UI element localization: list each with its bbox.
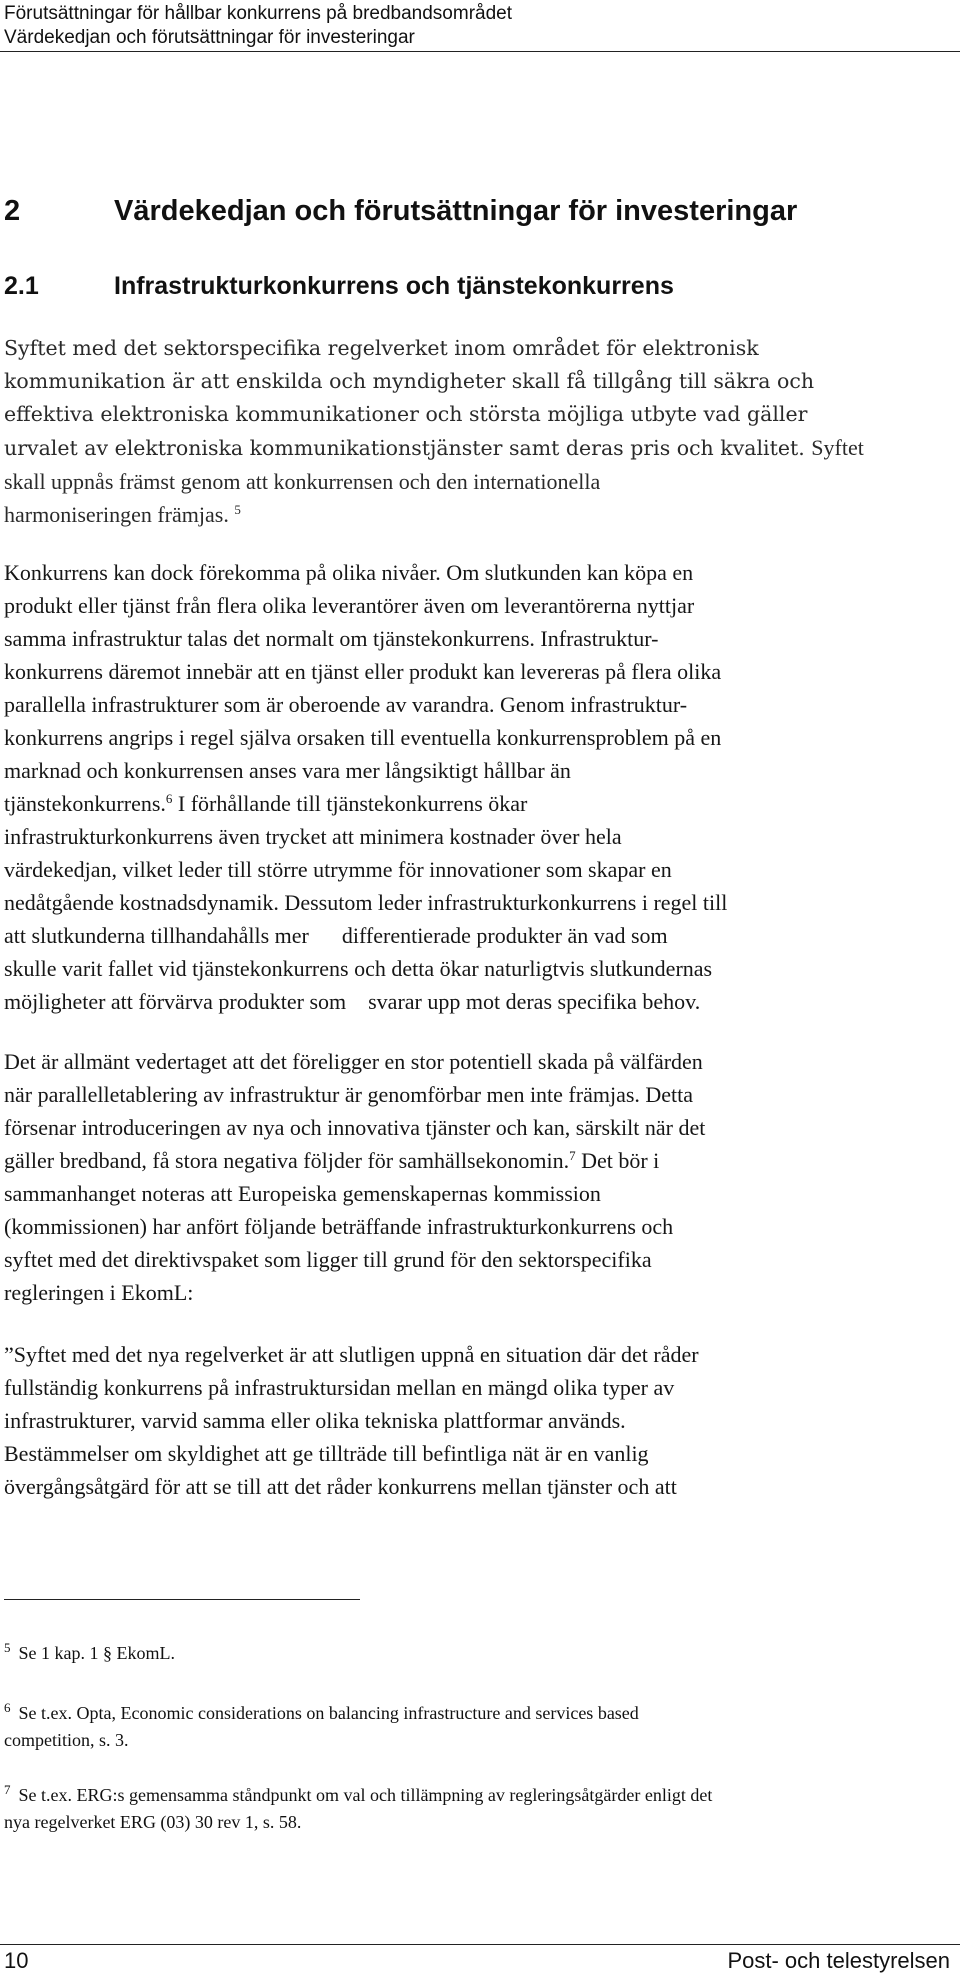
- text-line: när parallelletablering av infrastruktur är genomförbar men inte främjas. Detta: [4, 1082, 694, 1107]
- section-heading: [4, 193, 797, 229]
- text-line: gäller bredband, få stora negativa följder för samhällsekonomin.$^7$ Det bör i: [4, 1148, 660, 1173]
- footnote-text: Se 1 kap. 1 § EkomL.: [18, 1643, 175, 1663]
- document-title: Förutsättningar för hållbar konkurrens på bredbandsområdet: [4, 3, 513, 24]
- footnote-text: Se t.ex. ERG:s gemensamma ståndpunkt om val och tillämpning av regleringsåtgärder enligt det: [18, 1785, 713, 1805]
- paragraph-2: [4, 556, 954, 1018]
- text-line: Det är allmänt vedertaget att det föreligger en stor potentiell skada på välfärden: [4, 1049, 703, 1074]
- section-number: 2: [4, 195, 21, 227]
- text-line: Konkurrens kan dock förekomma på olika nivåer. Om slutkunden kan köpa en: [4, 560, 694, 585]
- text-line: syftet med det direktivspaket som ligger till grund för den sektorspecifika: [4, 1247, 652, 1272]
- text-line: skulle varit fallet vid tjänstekonkurrens och detta ökar naturligtvis slutkundernas: [4, 956, 713, 981]
- footnote-reference[interactable]: 7: [569, 1148, 576, 1163]
- text-line: tjänstekonkurrens.$^6$ I förhållande till tjänstekonkurrens ökar: [4, 791, 528, 816]
- running-header: [4, 2, 956, 50]
- subsection-title: Infrastrukturkonkurrens och tjänstekonkurrens: [114, 272, 674, 300]
- publisher-name: Post- och telestyrelsen: [727, 1948, 950, 1973]
- footnote-reference[interactable]: 6: [165, 791, 173, 806]
- text-line: övergångsåtgärd för att se till att det råder konkurrens mellan tjänster och att: [4, 1474, 677, 1499]
- footnote-text: Se t.ex. Opta, Economic considerations on balancing infrastructure and services based: [18, 1703, 639, 1723]
- text-line: skall uppnås främst genom att konkurrensen och den internationella: [4, 469, 601, 494]
- text-line: samma infrastruktur talas det normalt om tjänstekonkurrens. Infrastruktur-: [4, 626, 659, 651]
- footnote-6: [4, 1700, 954, 1754]
- footnote-number: 7: [4, 1782, 11, 1797]
- text-line: konkurrens däremot innebär att en tjänst eller produkt kan levereras på flera olika: [4, 659, 722, 684]
- text-line: urvalet av elektroniska kommunikationstjänster samt deras pris och kvalitet. Syftet: [4, 435, 864, 460]
- quotation: [4, 1338, 954, 1503]
- footnote-7: [4, 1782, 954, 1836]
- subsection-heading: [4, 270, 674, 302]
- footnote-number: 6: [4, 1700, 11, 1715]
- text-line: att slutkunderna tillhandahålls mer differentierade produkter än vad som: [4, 923, 668, 948]
- text-line: (kommissionen) har anfört följande beträffande infrastrukturkonkurrens och: [4, 1214, 674, 1239]
- text-line: effektiva elektroniska kommunikationer och största möjliga utbyte vad gäller: [4, 402, 808, 426]
- text-line: produkt eller tjänst från flera olika leverantörer även om leverantörerna nyttjar: [4, 593, 695, 618]
- paragraph-3: [4, 1045, 954, 1309]
- text-line: värdekedjan, vilket leder till större utrymme för innovationer som skapar en: [4, 857, 672, 882]
- text-line: möjligheter att förvärva produkter som svarar upp mot deras specifika behov.: [4, 989, 701, 1014]
- text-line: konkurrens angrips i regel själva orsaken till eventuella konkurrensproblem på en: [4, 725, 722, 750]
- chapter-title: Värdekedjan och förutsättningar för investeringar: [4, 27, 415, 48]
- text-line: nedåtgående kostnadsdynamik. Dessutom leder infrastrukturkonkurrens i regel till: [4, 890, 728, 915]
- text-line: infrastrukturer, varvid samma eller olika tekniska plattformar används.: [4, 1408, 626, 1433]
- text-line: infrastrukturkonkurrens även trycket att minimera kostnader över hela: [4, 824, 622, 849]
- text-line: Syftet med det sektorspecifika regelverket inom området för elektronisk: [4, 336, 759, 360]
- paragraph-1: [4, 332, 954, 531]
- text-line: regleringen i EkomL:: [4, 1280, 194, 1305]
- footnote-number: 5: [4, 1640, 11, 1655]
- text-line: fullständig konkurrens på infrastruktursidan mellan en mängd olika typer av: [4, 1375, 675, 1400]
- header-divider: [0, 51, 960, 52]
- text-line: försenar introduceringen av nya och innovativa tjänster och kan, särskilt när det: [4, 1115, 706, 1140]
- footnote-reference[interactable]: 5: [234, 502, 241, 517]
- footer-divider: [0, 1944, 960, 1945]
- subsection-number: 2.1: [4, 272, 39, 300]
- text-line: harmoniseringen främjas. $^5$: [4, 502, 241, 527]
- footnote-text: nya regelverket ERG (03) 30 rev 1, s. 58.: [4, 1812, 302, 1832]
- page-number: 10: [4, 1948, 29, 1973]
- text-line: sammanhanget noteras att Europeiska gemenskapernas kommission: [4, 1181, 601, 1206]
- footnote-5: [4, 1640, 954, 1667]
- text-line: ”Syftet med det nya regelverket är att slutligen uppnå en situation där det råder: [4, 1342, 699, 1367]
- text-line: parallella infrastrukturer som är oberoende av varandra. Genom infrastruktur-: [4, 692, 688, 717]
- text-line: Bestämmelser om skyldighet att ge tillträde till befintliga nät är en vanlig: [4, 1441, 649, 1466]
- footnote-text: competition, s. 3.: [4, 1730, 129, 1750]
- text-line: marknad och konkurrensen anses vara mer långsiktigt hållbar än: [4, 758, 571, 783]
- section-title: Värdekedjan och förutsättningar för investeringar: [114, 195, 798, 227]
- footnote-divider: [4, 1599, 360, 1600]
- text-line: kommunikation är att enskilda och myndigheter skall få tillgång till säkra och: [4, 369, 815, 393]
